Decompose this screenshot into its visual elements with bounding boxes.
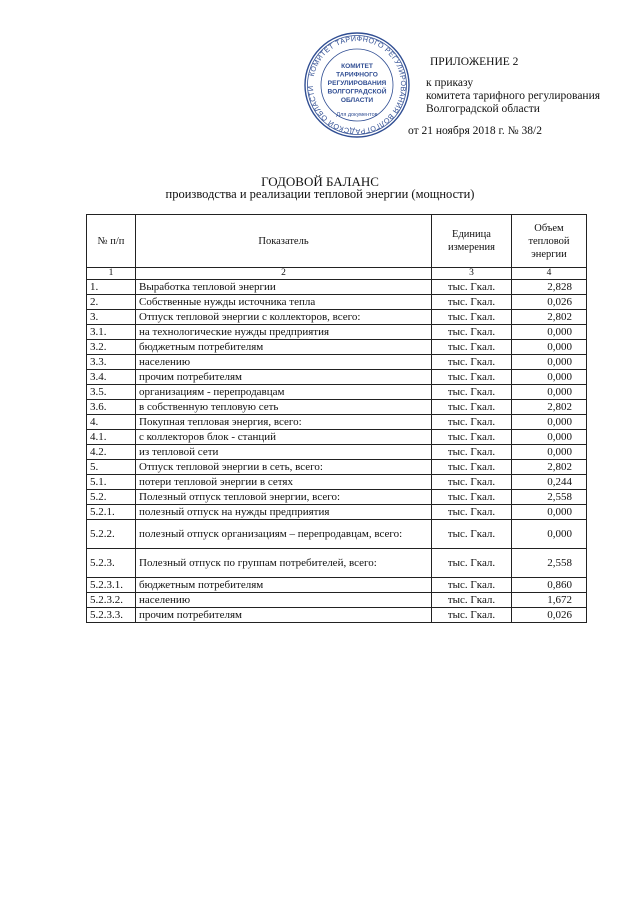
row-unit: тыс. Гкал. [432, 445, 512, 460]
column-number: 2 [136, 268, 432, 280]
table-row [87, 400, 587, 415]
row-value: 0,000 [512, 520, 587, 549]
row-unit: тыс. Гкал. [432, 325, 512, 340]
row-unit: тыс. Гкал. [432, 460, 512, 475]
row-unit: тыс. Гкал. [432, 280, 512, 295]
row-number: 3.2. [87, 340, 136, 355]
row-value: 0,000 [512, 430, 587, 445]
table-row [87, 430, 587, 445]
column-number: 4 [512, 268, 587, 280]
row-value: 0,000 [512, 385, 587, 400]
row-indicator: Покупная тепловая энергия, всего: [136, 415, 432, 430]
document-title: ГОДОВОЙ БАЛАНС [261, 174, 379, 189]
row-indicator: из тепловой сети [136, 445, 432, 460]
row-indicator: бюджетным потребителям [136, 340, 432, 355]
header-indicator: Показатель [136, 215, 432, 268]
row-number: 5.2. [87, 490, 136, 505]
row-indicator: Собственные нужды источника тепла [136, 295, 432, 310]
table-row [87, 520, 587, 549]
document-subtitle: производства и реализации тепловой энергии (мощности) [165, 187, 475, 201]
row-unit: тыс. Гкал. [432, 608, 512, 623]
row-indicator: Выработка тепловой энергии [136, 280, 432, 295]
row-number: 5. [87, 460, 136, 475]
row-unit: тыс. Гкал. [432, 490, 512, 505]
row-indicator: потери тепловой энергии в сетях [136, 475, 432, 490]
row-unit: тыс. Гкал. [432, 295, 512, 310]
table-row [87, 340, 587, 355]
row-unit: тыс. Гкал. [432, 593, 512, 608]
stamp-center-line: ОБЛАСТИ [340, 97, 374, 104]
row-number: 3.4. [87, 370, 136, 385]
row-number: 5.2.2. [87, 520, 136, 549]
row-unit: тыс. Гкал. [432, 370, 512, 385]
row-value: 2,828 [512, 280, 587, 295]
row-unit: тыс. Гкал. [432, 549, 512, 578]
row-value: 0,026 [512, 608, 587, 623]
row-value: 0,000 [512, 355, 587, 370]
table-row [87, 295, 587, 310]
row-number: 5.2.3.3. [87, 608, 136, 623]
table-column-numbers-row [87, 268, 587, 280]
row-number: 5.2.3.1. [87, 578, 136, 593]
table-row [87, 593, 587, 608]
row-number: 5.2.3. [87, 549, 136, 578]
row-indicator: полезный отпуск на нужды предприятия [136, 505, 432, 520]
row-unit: тыс. Гкал. [432, 400, 512, 415]
row-unit: тыс. Гкал. [432, 578, 512, 593]
stamp-center-line: РЕГУЛИРОВАНИЯ [327, 80, 387, 87]
row-indicator: с коллекторов блок - станций [136, 430, 432, 445]
header-volume: Объем тепловой энергии [512, 215, 587, 268]
row-value: 0,026 [512, 295, 587, 310]
row-indicator: населению [136, 593, 432, 608]
table-row [87, 325, 587, 340]
row-unit: тыс. Гкал. [432, 340, 512, 355]
table-row [87, 355, 587, 370]
row-indicator: Отпуск тепловой энергии с коллекторов, всего: [136, 310, 432, 325]
table-row [87, 578, 587, 593]
row-value: 2,802 [512, 310, 587, 325]
table-row [87, 505, 587, 520]
row-unit: тыс. Гкал. [432, 355, 512, 370]
appendix-block [370, 56, 610, 138]
row-number: 4.1. [87, 430, 136, 445]
table-row [87, 370, 587, 385]
row-value: 0,000 [512, 340, 587, 355]
row-value: 0,244 [512, 475, 587, 490]
row-number: 3.1. [87, 325, 136, 340]
row-number: 3. [87, 310, 136, 325]
row-number: 3.5. [87, 385, 136, 400]
row-value: 2,802 [512, 460, 587, 475]
table-row [87, 460, 587, 475]
stamp-center-line: КОМИТЕТ [341, 63, 373, 70]
row-unit: тыс. Гкал. [432, 415, 512, 430]
header-number: № п/п [87, 215, 136, 268]
table-header-row [87, 215, 587, 268]
table-row [87, 445, 587, 460]
table-row [87, 385, 587, 400]
table-row [87, 280, 587, 295]
row-indicator: бюджетным потребителям [136, 578, 432, 593]
row-value: 2,802 [512, 400, 587, 415]
annual-balance-table [86, 214, 587, 623]
row-value: 0,000 [512, 505, 587, 520]
row-indicator: прочим потребителям [136, 608, 432, 623]
row-number: 4.2. [87, 445, 136, 460]
row-number: 3.6. [87, 400, 136, 415]
row-value: 0,000 [512, 370, 587, 385]
stamp-center-line: ТАРИФНОГО [336, 71, 378, 79]
row-number: 2. [87, 295, 136, 310]
row-indicator: населению [136, 355, 432, 370]
row-number: 1. [87, 280, 136, 295]
row-unit: тыс. Гкал. [432, 475, 512, 490]
appendix-date-line: от 21 ноября 2018 г. № 38/2 [408, 125, 542, 137]
table-row [87, 310, 587, 325]
row-number: 5.1. [87, 475, 136, 490]
row-indicator: прочим потребителям [136, 370, 432, 385]
row-indicator: в собственную тепловую сеть [136, 400, 432, 415]
row-value: 0,860 [512, 578, 587, 593]
appendix-region-line: Волгоградской области [426, 103, 540, 115]
row-unit: тыс. Гкал. [432, 385, 512, 400]
row-value: 2,558 [512, 549, 587, 578]
table-row [87, 549, 587, 578]
svg-text:КОМИТЕТ ТАРИФНОГО РЕГУЛИРОВАНИ: КОМИТЕТ ТАРИФНОГО РЕГУЛИРОВАНИЯ ВОЛГОГРАДСКОЙ ОБЛАСТИ [305, 33, 409, 137]
appendix-committee-line: комитета тарифного регулирования [426, 90, 601, 102]
row-indicator: организациям - перепродавцам [136, 385, 432, 400]
row-unit: тыс. Гкал. [432, 520, 512, 549]
row-unit: тыс. Гкал. [432, 310, 512, 325]
table-row [87, 415, 587, 430]
row-value: 0,000 [512, 325, 587, 340]
row-number: 5.2.1. [87, 505, 136, 520]
row-value: 0,000 [512, 445, 587, 460]
row-indicator: Отпуск тепловой энергии в сеть, всего: [136, 460, 432, 475]
stamp-center-line: ВОЛГОГРАДСКОЙ [327, 88, 387, 96]
row-indicator: полезный отпуск организациям – перепродавцам, всего: [136, 520, 432, 549]
row-number: 3.3. [87, 355, 136, 370]
row-number: 5.2.3.2. [87, 593, 136, 608]
row-indicator: на технологические нужды предприятия [136, 325, 432, 340]
column-number: 3 [432, 268, 512, 280]
column-number: 1 [87, 268, 136, 280]
row-value: 2,558 [512, 490, 587, 505]
appendix-title: ПРИЛОЖЕНИЕ 2 [430, 56, 519, 68]
row-value: 0,000 [512, 415, 587, 430]
header-unit: Единица измерения [432, 215, 512, 268]
table-row [87, 490, 587, 505]
table-row [87, 608, 587, 623]
row-indicator: Полезный отпуск по группам потребителей, всего: [136, 549, 432, 578]
row-unit: тыс. Гкал. [432, 505, 512, 520]
svg-text:Для документов: Для документов [336, 112, 378, 118]
row-number: 4. [87, 415, 136, 430]
row-indicator: Полезный отпуск тепловой энергии, всего: [136, 490, 432, 505]
appendix-order-line: к приказу [426, 77, 474, 89]
table-row [87, 475, 587, 490]
row-value: 1,672 [512, 593, 587, 608]
row-unit: тыс. Гкал. [432, 430, 512, 445]
